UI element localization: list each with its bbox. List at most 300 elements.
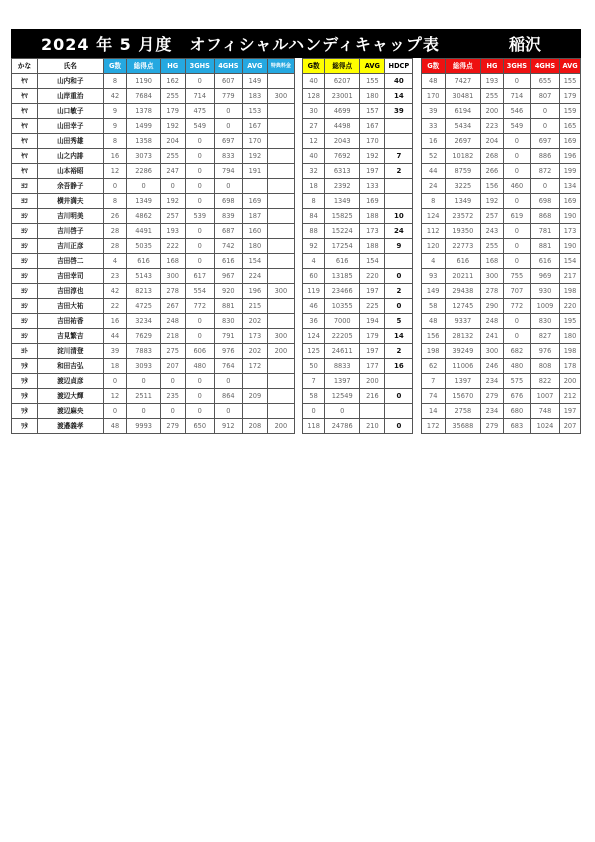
period-a-cell: 833 <box>214 149 242 164</box>
period-a-cell: 255 <box>160 149 185 164</box>
period-a-cell: 255 <box>160 89 185 104</box>
table-row <box>12 374 581 389</box>
period-a-cell: 3073 <box>127 149 160 164</box>
period-a-cell: 912 <box>214 419 242 434</box>
period-c-cell: 976 <box>530 344 559 359</box>
period-a-cell: 183 <box>242 89 267 104</box>
period-a-cell: 0 <box>185 194 214 209</box>
period-c-cell: 2758 <box>445 404 480 419</box>
kana-cell: ﾖｼ <box>12 254 38 269</box>
period-a-cell: 300 <box>267 284 294 299</box>
period-a-cell: 0 <box>185 329 214 344</box>
period-a-cell: 5143 <box>127 269 160 284</box>
period-a-cell: 28 <box>103 224 127 239</box>
period-a-cell: 687 <box>214 224 242 239</box>
column-gap <box>294 254 302 269</box>
period-b-cell: 7 <box>303 374 325 389</box>
period-c-cell: 198 <box>560 344 581 359</box>
column-gap <box>413 104 421 119</box>
hdcp-cell <box>385 179 413 194</box>
period-c-cell: 619 <box>503 209 530 224</box>
period-c-cell: 616 <box>445 254 480 269</box>
period-c-cell: 179 <box>560 89 581 104</box>
period-a-cell <box>267 224 294 239</box>
period-b-cell: 36 <box>303 314 325 329</box>
period-a-cell: 714 <box>185 89 214 104</box>
period-c-cell: 279 <box>481 389 504 404</box>
period-b-cell: 167 <box>360 119 385 134</box>
period-b-cell: 197 <box>360 164 385 179</box>
period-a-cell: 3093 <box>127 359 160 374</box>
period-b-cell: 155 <box>360 74 385 89</box>
period-a-cell: 967 <box>214 269 242 284</box>
period-a-cell: 267 <box>160 299 185 314</box>
name-cell: 吉田幸司 <box>38 269 104 284</box>
period-b-cell: 6207 <box>325 74 360 89</box>
period-a-cell: 22 <box>103 299 127 314</box>
table-row <box>12 254 581 269</box>
name-cell: 吉川正彦 <box>38 239 104 254</box>
hdcp-cell: 24 <box>385 224 413 239</box>
period-c-cell: 16 <box>421 134 445 149</box>
table-row <box>12 239 581 254</box>
sheet-title: 2024 年 5 月度 オフィシャルハンディキャップ表 <box>41 35 440 54</box>
period-a-cell: 218 <box>160 329 185 344</box>
period-c-cell: 48 <box>421 74 445 89</box>
period-a-cell: 26 <box>103 209 127 224</box>
period-c-cell: 808 <box>530 359 559 374</box>
period-b-cell: 1349 <box>325 194 360 209</box>
period-a-cell: 275 <box>160 344 185 359</box>
name-cell: 横井満夫 <box>38 194 104 209</box>
period-c-cell: 223 <box>481 119 504 134</box>
handicap-table <box>11 58 581 434</box>
period-b-cell: 17254 <box>325 239 360 254</box>
period-b-cell: 88 <box>303 224 325 239</box>
period-a-cell: 160 <box>242 224 267 239</box>
column-gap <box>413 359 421 374</box>
header-c-total: 総得点 <box>445 59 480 74</box>
period-a-cell <box>267 314 294 329</box>
period-c-cell: 241 <box>481 329 504 344</box>
period-b-cell: 177 <box>360 359 385 374</box>
period-c-cell: 0 <box>530 179 559 194</box>
period-a-cell: 8213 <box>127 284 160 299</box>
period-a-cell: 830 <box>214 314 242 329</box>
kana-cell: ﾖｼ <box>12 329 38 344</box>
period-c-cell: 217 <box>560 269 581 284</box>
period-a-cell: 0 <box>185 179 214 194</box>
period-c-cell: 1007 <box>530 389 559 404</box>
period-c-cell: 159 <box>560 104 581 119</box>
period-b-cell: 154 <box>360 254 385 269</box>
period-c-cell: 575 <box>503 374 530 389</box>
period-b-cell: 50 <box>303 359 325 374</box>
period-a-cell: 7684 <box>127 89 160 104</box>
kana-cell: ﾔﾏ <box>12 134 38 149</box>
period-c-cell: 460 <box>503 179 530 194</box>
period-a-cell: 0 <box>160 374 185 389</box>
period-c-cell: 204 <box>481 134 504 149</box>
name-cell: 山内和子 <box>38 74 104 89</box>
name-cell: 山田幸子 <box>38 119 104 134</box>
period-c-cell: 234 <box>481 374 504 389</box>
period-a-cell: 196 <box>242 284 267 299</box>
name-cell: 吉田啓二 <box>38 254 104 269</box>
period-a-cell: 7883 <box>127 344 160 359</box>
period-a-cell: 1190 <box>127 74 160 89</box>
period-a-cell: 200 <box>267 344 294 359</box>
table-row <box>12 314 581 329</box>
period-a-cell: 173 <box>242 329 267 344</box>
period-c-cell: 149 <box>421 284 445 299</box>
column-gap <box>413 224 421 239</box>
period-a-cell: 300 <box>267 89 294 104</box>
period-a-cell: 278 <box>160 284 185 299</box>
name-cell: 吉見繁吉 <box>38 329 104 344</box>
period-c-cell: 255 <box>481 89 504 104</box>
period-a-cell <box>267 74 294 89</box>
column-gap <box>294 224 302 239</box>
column-gap <box>294 194 302 209</box>
period-c-cell: 246 <box>481 359 504 374</box>
period-a-cell: 0 <box>185 374 214 389</box>
period-a-cell: 0 <box>185 149 214 164</box>
hdcp-cell: 39 <box>385 104 413 119</box>
period-b-cell: 4 <box>303 254 325 269</box>
table-row <box>12 344 581 359</box>
period-b-cell: 13185 <box>325 269 360 284</box>
name-cell: 渡辺貞彦 <box>38 374 104 389</box>
period-c-cell: 266 <box>481 164 504 179</box>
kana-cell: ﾔﾏ <box>12 74 38 89</box>
period-c-cell: 39249 <box>445 344 480 359</box>
name-cell: 山田秀雄 <box>38 134 104 149</box>
period-a-cell: 200 <box>267 419 294 434</box>
period-a-cell: 0 <box>214 374 242 389</box>
column-gap <box>294 314 302 329</box>
name-cell: 渡辺大輝 <box>38 389 104 404</box>
column-gap <box>294 419 302 434</box>
period-a-cell: 300 <box>267 329 294 344</box>
table-row <box>12 419 581 434</box>
kana-cell: ﾖｼ <box>12 299 38 314</box>
column-gap <box>294 119 302 134</box>
period-a-cell: 48 <box>103 419 127 434</box>
period-b-cell: 188 <box>360 209 385 224</box>
period-c-cell: 830 <box>530 314 559 329</box>
hdcp-cell: 10 <box>385 209 413 224</box>
period-c-cell: 190 <box>560 209 581 224</box>
period-c-cell: 680 <box>503 404 530 419</box>
period-a-cell: 920 <box>214 284 242 299</box>
period-a-cell: 192 <box>160 194 185 209</box>
period-a-cell: 0 <box>185 239 214 254</box>
column-gap <box>294 284 302 299</box>
period-c-cell: 35688 <box>445 419 480 434</box>
period-a-cell: 617 <box>185 269 214 284</box>
period-b-cell: 7692 <box>325 149 360 164</box>
period-a-cell: 0 <box>185 254 214 269</box>
period-a-cell: 224 <box>242 269 267 284</box>
period-c-cell: 193 <box>481 74 504 89</box>
hdcp-cell: 2 <box>385 284 413 299</box>
period-a-cell: 202 <box>242 344 267 359</box>
period-c-cell: 15670 <box>445 389 480 404</box>
hdcp-cell <box>385 374 413 389</box>
period-a-cell: 12 <box>103 389 127 404</box>
period-c-cell: 827 <box>530 329 559 344</box>
period-a-cell: 0 <box>214 404 242 419</box>
period-c-cell: 8759 <box>445 164 480 179</box>
header-c-4ghs: 4GHS <box>530 59 559 74</box>
period-b-cell: 128 <box>303 89 325 104</box>
period-c-cell: 279 <box>481 419 504 434</box>
column-gap <box>294 299 302 314</box>
period-b-cell: 194 <box>360 314 385 329</box>
period-c-cell: 74 <box>421 389 445 404</box>
period-c-cell: 14 <box>421 404 445 419</box>
period-c-cell: 52 <box>421 149 445 164</box>
period-c-cell: 22773 <box>445 239 480 254</box>
header-a-4ghs: 4GHS <box>214 59 242 74</box>
period-a-cell: 44 <box>103 329 127 344</box>
hdcp-cell: 0 <box>385 299 413 314</box>
period-a-cell: 16 <box>103 149 127 164</box>
period-c-cell: 168 <box>481 254 504 269</box>
column-gap <box>413 194 421 209</box>
period-b-cell: 169 <box>360 194 385 209</box>
header-b-avg: AVG <box>360 59 385 74</box>
period-c-cell: 714 <box>503 89 530 104</box>
period-a-cell: 42 <box>103 89 127 104</box>
header-c-games: G数 <box>421 59 445 74</box>
table-row <box>12 299 581 314</box>
kana-cell: ﾖｺ <box>12 179 38 194</box>
period-c-cell: 124 <box>421 209 445 224</box>
header-a-bonus: 特典料金 <box>267 59 294 74</box>
period-c-cell: 1397 <box>445 374 480 389</box>
period-b-cell: 23001 <box>325 89 360 104</box>
period-c-cell: 172 <box>421 419 445 434</box>
period-c-cell: 290 <box>481 299 504 314</box>
period-a-cell: 7629 <box>127 329 160 344</box>
period-a-cell: 8 <box>103 134 127 149</box>
period-b-cell: 124 <box>303 329 325 344</box>
header-c-avg: AVG <box>560 59 581 74</box>
period-c-cell: 7 <box>421 374 445 389</box>
table-row <box>12 89 581 104</box>
period-a-cell: 4491 <box>127 224 160 239</box>
period-b-cell: 24786 <box>325 419 360 434</box>
period-b-cell: 40 <box>303 149 325 164</box>
period-c-cell: 112 <box>421 224 445 239</box>
period-a-cell <box>242 179 267 194</box>
period-c-cell: 0 <box>503 134 530 149</box>
period-c-cell: 2697 <box>445 134 480 149</box>
column-gap <box>413 74 421 89</box>
period-a-cell: 192 <box>242 149 267 164</box>
period-c-cell: 257 <box>481 209 504 224</box>
period-a-cell: 204 <box>160 134 185 149</box>
hdcp-cell <box>385 404 413 419</box>
table-row <box>12 134 581 149</box>
period-b-cell: 12 <box>303 134 325 149</box>
period-a-cell <box>267 119 294 134</box>
period-a-cell <box>267 134 294 149</box>
period-c-cell: 156 <box>421 329 445 344</box>
period-b-cell: 8 <box>303 194 325 209</box>
period-a-cell: 167 <box>242 119 267 134</box>
period-c-cell: 19350 <box>445 224 480 239</box>
period-b-cell: 220 <box>360 269 385 284</box>
period-a-cell: 4 <box>103 254 127 269</box>
table-row <box>12 404 581 419</box>
column-gap <box>294 344 302 359</box>
header-a-games: G数 <box>103 59 127 74</box>
period-a-cell: 0 <box>127 374 160 389</box>
period-a-cell: 1378 <box>127 104 160 119</box>
name-cell: 和田吉弘 <box>38 359 104 374</box>
column-gap <box>294 404 302 419</box>
period-c-cell: 33 <box>421 119 445 134</box>
column-gap <box>413 419 421 434</box>
header-hdcp: HDCP <box>385 59 413 74</box>
kana-cell: ﾔﾏ <box>12 104 38 119</box>
period-c-cell: 1009 <box>530 299 559 314</box>
period-a-cell: 2511 <box>127 389 160 404</box>
period-c-cell: 300 <box>481 344 504 359</box>
column-gap <box>413 329 421 344</box>
period-a-cell: 168 <box>160 254 185 269</box>
period-c-cell: 155 <box>560 74 581 89</box>
period-b-cell: 24611 <box>325 344 360 359</box>
period-b-cell: 58 <box>303 389 325 404</box>
header-c-3ghs: 3GHS <box>503 59 530 74</box>
period-a-cell: 4862 <box>127 209 160 224</box>
hdcp-cell: 2 <box>385 344 413 359</box>
period-a-cell: 0 <box>103 179 127 194</box>
period-a-cell: 606 <box>185 344 214 359</box>
column-gap <box>413 254 421 269</box>
table-row <box>12 329 581 344</box>
column-gap <box>413 389 421 404</box>
period-c-cell: 220 <box>560 299 581 314</box>
period-a-cell: 23 <box>103 269 127 284</box>
period-c-cell: 1024 <box>530 419 559 434</box>
period-a-cell: 549 <box>185 119 214 134</box>
period-a-cell <box>267 254 294 269</box>
period-a-cell: 42 <box>103 284 127 299</box>
period-a-cell: 12 <box>103 164 127 179</box>
column-gap <box>413 404 421 419</box>
column-gap <box>413 314 421 329</box>
period-c-cell: 58 <box>421 299 445 314</box>
hdcp-cell: 5 <box>385 314 413 329</box>
period-c-cell: 868 <box>530 209 559 224</box>
period-a-cell <box>267 164 294 179</box>
table-row <box>12 389 581 404</box>
hdcp-cell: 0 <box>385 389 413 404</box>
table-row <box>12 179 581 194</box>
column-gap <box>294 104 302 119</box>
period-a-cell: 839 <box>214 209 242 224</box>
period-c-cell: 0 <box>503 74 530 89</box>
column-gap <box>413 59 421 74</box>
period-c-cell: 170 <box>421 89 445 104</box>
period-c-cell: 44 <box>421 164 445 179</box>
period-c-cell: 546 <box>503 104 530 119</box>
period-c-cell: 24 <box>421 179 445 194</box>
kana-cell: ﾖｼ <box>12 209 38 224</box>
period-c-cell: 234 <box>481 404 504 419</box>
hdcp-cell: 14 <box>385 329 413 344</box>
period-c-cell: 930 <box>530 284 559 299</box>
period-a-cell: 39 <box>103 344 127 359</box>
period-a-cell: 607 <box>214 74 242 89</box>
period-a-cell: 172 <box>242 359 267 374</box>
period-b-cell: 173 <box>360 224 385 239</box>
hdcp-cell: 0 <box>385 419 413 434</box>
period-c-cell: 872 <box>530 164 559 179</box>
period-a-cell <box>267 389 294 404</box>
name-cell: 吉川明美 <box>38 209 104 224</box>
period-a-cell: 976 <box>214 344 242 359</box>
table-row <box>12 194 581 209</box>
period-c-cell: 198 <box>560 284 581 299</box>
period-c-cell: 62 <box>421 359 445 374</box>
hdcp-cell: 14 <box>385 89 413 104</box>
period-a-cell: 169 <box>242 194 267 209</box>
period-a-cell: 9 <box>103 119 127 134</box>
period-a-cell: 202 <box>242 314 267 329</box>
period-c-cell: 248 <box>481 314 504 329</box>
header-c-hg: HG <box>481 59 504 74</box>
period-a-cell: 794 <box>214 164 242 179</box>
period-c-cell: 7427 <box>445 74 480 89</box>
period-a-cell: 779 <box>214 89 242 104</box>
name-cell: 吉川啓子 <box>38 224 104 239</box>
period-c-cell: 278 <box>481 284 504 299</box>
period-a-cell: 650 <box>185 419 214 434</box>
period-b-cell: 4498 <box>325 119 360 134</box>
kana-cell: ﾖｼ <box>12 224 38 239</box>
period-b-cell: 92 <box>303 239 325 254</box>
kana-cell: ﾔﾏ <box>12 164 38 179</box>
period-a-cell: 3234 <box>127 314 160 329</box>
period-a-cell: 539 <box>185 209 214 224</box>
period-c-cell: 0 <box>503 239 530 254</box>
period-b-cell: 125 <box>303 344 325 359</box>
period-c-cell: 23572 <box>445 209 480 224</box>
period-a-cell: 4725 <box>127 299 160 314</box>
period-a-cell: 9993 <box>127 419 160 434</box>
name-cell: 山岸重治 <box>38 89 104 104</box>
period-b-cell: 2392 <box>325 179 360 194</box>
period-b-cell: 225 <box>360 299 385 314</box>
column-gap <box>413 134 421 149</box>
period-c-cell: 300 <box>481 269 504 284</box>
period-b-cell: 179 <box>360 329 385 344</box>
column-gap <box>294 239 302 254</box>
period-a-cell: 0 <box>185 389 214 404</box>
period-c-cell: 178 <box>560 359 581 374</box>
period-b-cell: 27 <box>303 119 325 134</box>
period-a-cell: 0 <box>214 179 242 194</box>
column-gap <box>294 209 302 224</box>
period-a-cell: 0 <box>185 134 214 149</box>
period-a-cell: 616 <box>127 254 160 269</box>
